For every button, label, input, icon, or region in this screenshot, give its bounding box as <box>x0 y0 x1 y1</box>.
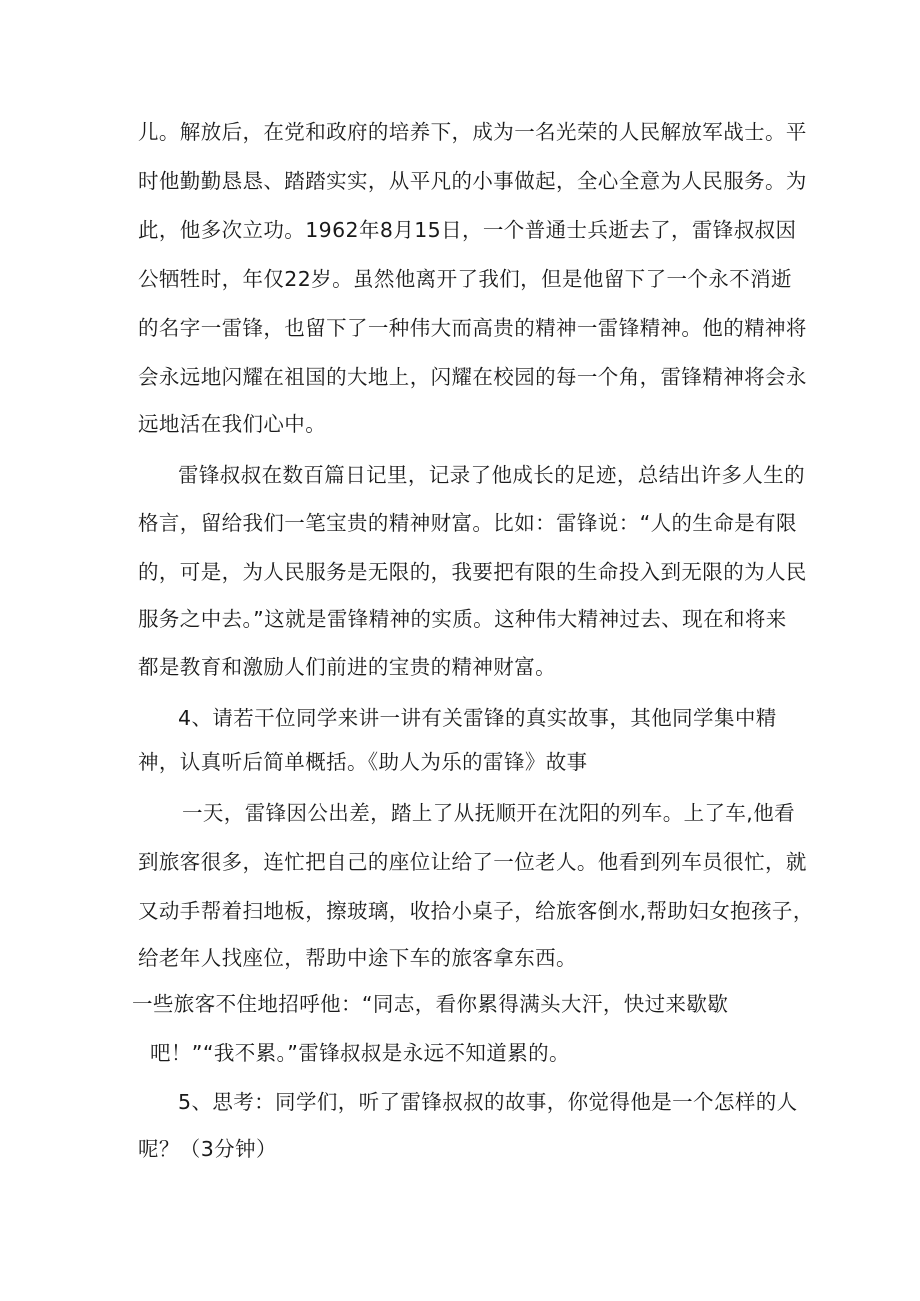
text-line: 给老年人找座位，帮助中途下车的旅客拿东西。 <box>138 946 577 970</box>
text-line: 到旅客很多，连忙把自己的座位让给了一位老人。他看到列车员很忙，就 <box>138 850 807 874</box>
story-first-line: 一天，雷锋因公出差，踏上了从抚顺开在沈阳的列车。上了车,他看 <box>182 801 796 825</box>
text-line: 会永远地闪耀在祖国的大地上，闪耀在校园的每一个角，雷锋精神将会永 <box>138 365 807 389</box>
text-line: 又动手帮着扫地板，擦玻璃，收拾小桌子，给旅客倒水,帮助妇女抱孩子， <box>138 899 814 923</box>
numbered-item-5: 5、思考：同学们，听了雷锋叔叔的故事，你觉得他是一个怎样的人 <box>178 1090 798 1114</box>
text-line: 吧！”“我不累。”雷锋叔叔是永远不知道累的。 <box>150 1041 570 1065</box>
text-line: 远地活在我们心中。 <box>138 412 327 436</box>
text-line: 公牺牲时，年仅22岁。虽然他离开了我们，但是他留下了一个永不消逝 <box>138 267 792 291</box>
text-line: 的名字一雷锋，也留下了一种伟大而高贵的精神一雷锋精神。他的精神将 <box>138 316 807 340</box>
text-line: 都是教育和激励人们前进的宝贵的精神财富。 <box>138 655 556 679</box>
numbered-item-4: 4、请若干位同学来讲一讲有关雷锋的真实故事，其他同学集中精 <box>178 706 777 730</box>
text-line: 一些旅客不住地招呼他：“同志，看你累得满头大汗，快过来歇歇 <box>132 992 729 1016</box>
paragraph-first-line: 雷锋叔叔在数百篇日记里，记录了他成长的足迹，总结出许多人生的 <box>178 463 805 487</box>
text-line: 的，可是，为人民服务是无限的，我要把有限的生命投入到无限的为人民 <box>138 560 807 584</box>
text-line: 此，他多次立功。1962年8月15日，一个普通士兵逝去了，雷锋叔叔因 <box>138 218 797 242</box>
text-line: 时他勤勤恳恳、踏踏实实，从平凡的小事做起，全心全意为人民服务。为 <box>138 169 807 193</box>
text-line: 格言，留给我们一笔宝贵的精神财富。比如：雷锋说：“人的生命是有限 <box>138 511 797 535</box>
text-line: 服务之中去。”这就是雷锋精神的实质。这种伟大精神过去、现在和将来 <box>138 607 787 631</box>
text-line: 神，认真听后简单概括。《助人为乐的雷锋》故事 <box>138 750 588 774</box>
text-line: 儿。解放后，在党和政府的培养下，成为一名光荣的人民解放军战士。平 <box>138 120 807 144</box>
text-line: 呢？（3分钟） <box>138 1137 277 1161</box>
